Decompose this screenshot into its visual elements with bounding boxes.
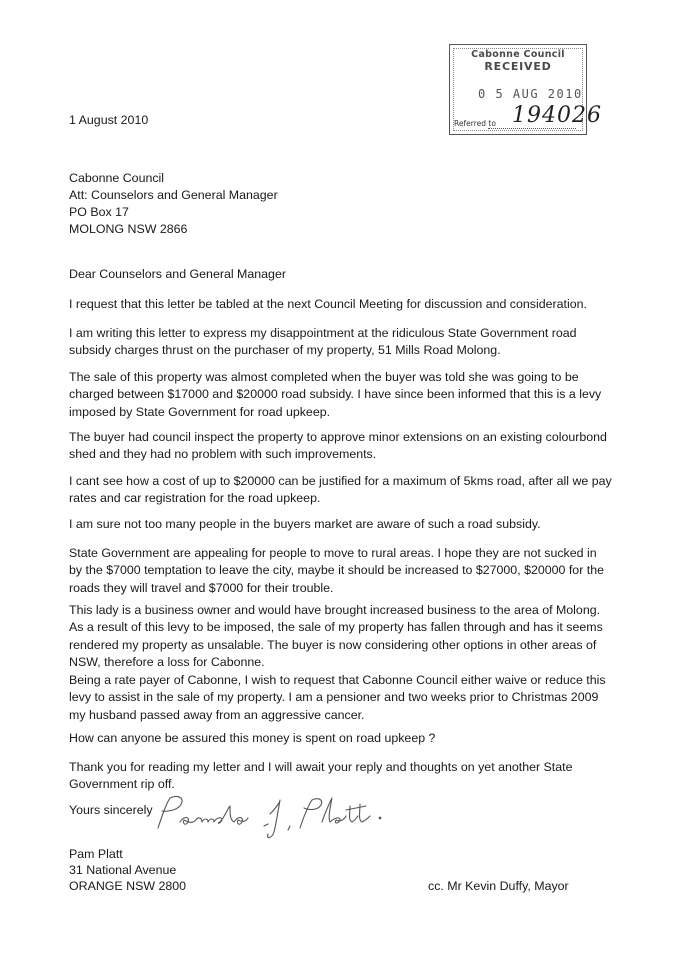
body-paragraph <box>69 672 606 724</box>
paragraph-line: Government rip off. <box>69 777 175 792</box>
body-paragraph <box>69 325 589 360</box>
cc-line: cc. Mr Kevin Duffy, Mayor <box>428 879 569 893</box>
paragraph-line: The sale of this property was almost completed when the buyer was told she was going to be <box>69 370 579 384</box>
recipient-line: MOLONG NSW 2866 <box>69 222 188 236</box>
stamp-reference-line <box>488 128 576 129</box>
paragraph-line: my husband passed away from an aggressive cancer. <box>69 707 365 722</box>
letter-date: 1 August 2010 <box>69 113 149 127</box>
closing: Yours sincerely <box>69 803 153 817</box>
received-stamp <box>449 44 602 135</box>
body-paragraph <box>69 602 603 672</box>
paragraph-line: rates and car registration for the road upkeep. <box>69 491 321 506</box>
paragraph-line: shed and they had no problem with such improvements. <box>69 447 377 462</box>
paragraph-line: I cant see how a cost of up to $20000 can be justified for a maximum of 5kms road, after all we pay <box>69 474 612 488</box>
paragraph-line: Thank you for reading my letter and I will await your reply and thoughts on yet another State <box>69 760 573 774</box>
paragraph-line: I am writing this letter to express my disappointment at the ridiculous State Government road <box>69 326 577 340</box>
paragraph-line: How can anyone be assured this money is spent on road upkeep ? <box>69 731 436 745</box>
paragraph-line: Being a rate payer of Cabonne, I wish to request that Cabonne Council either waive or reduce this <box>69 673 606 687</box>
stamp-date: 0 5 AUG 2010 <box>478 87 583 101</box>
paragraph-line: charged between $17000 and $20000 road subsidy. I have since been informed that this is a levy <box>69 387 602 402</box>
paragraph-line: State Government are appealing for people to move to rural areas. I hope they are not sucked in <box>69 546 597 560</box>
body-paragraph <box>69 545 604 597</box>
body-paragraph <box>69 369 602 421</box>
paragraph-line: levy to assist in the sale of my property. I am a pensioner and two weeks prior to Christmas 2009 <box>69 690 599 705</box>
body-paragraph <box>69 730 589 747</box>
paragraph-line: I request that this letter be tabled at the next Council Meeting for discussion and consideration. <box>69 297 587 311</box>
paragraph-line: This lady is a business owner and would have brought increased business to the area of Molong. <box>69 603 601 617</box>
stamp-referred-label: Referred to <box>454 119 496 128</box>
recipient-line: Att: Counselors and General Manager <box>69 188 278 202</box>
paragraph-line: rendered my property as unsalable. The buyer is now considering other options in other areas of <box>69 637 597 652</box>
paragraph-line: As a result of this levy to be imposed, the sale of my property has fallen through and has it seems <box>69 620 603 635</box>
paragraph-line: I am sure not too many people in the buyers market are aware of such a road subsidy. <box>69 517 541 531</box>
sender-line: ORANGE NSW 2800 <box>69 879 187 893</box>
body-paragraph <box>69 429 607 464</box>
salutation: Dear Counselors and General Manager <box>69 267 286 281</box>
body-paragraph <box>69 516 589 533</box>
sender-line: Pam Platt <box>69 847 123 861</box>
paragraph-line: NSW, therefore a loss for Cabonne. <box>69 655 265 670</box>
paragraph-line: The buyer had council inspect the property to approve minor extensions on an existing colourbond <box>69 430 607 444</box>
body-paragraph <box>69 296 589 313</box>
paragraph-line: roads they will travel and $7000 for their trouble. <box>69 580 334 595</box>
stamp-reference-number: 194026 <box>512 103 602 128</box>
paragraph-line: subsidy charges thrust on the purchaser of my property, 51 Mills Road Molong. <box>69 343 501 358</box>
recipient-line: Cabonne Council <box>69 171 165 185</box>
body-paragraph <box>69 473 612 508</box>
recipient-line: PO Box 17 <box>69 205 129 219</box>
stamp-status: RECEIVED <box>484 60 552 73</box>
stamp-organisation: Cabonne Council <box>471 49 565 60</box>
paragraph-line: by the $7000 temptation to leave the city, maybe it should be increased to $27000, $20000 for the <box>69 563 604 578</box>
paragraph-line: imposed by State Government for road upkeep. <box>69 404 331 419</box>
sender-line: 31 National Avenue <box>69 863 177 877</box>
handwritten-signature <box>150 788 390 848</box>
